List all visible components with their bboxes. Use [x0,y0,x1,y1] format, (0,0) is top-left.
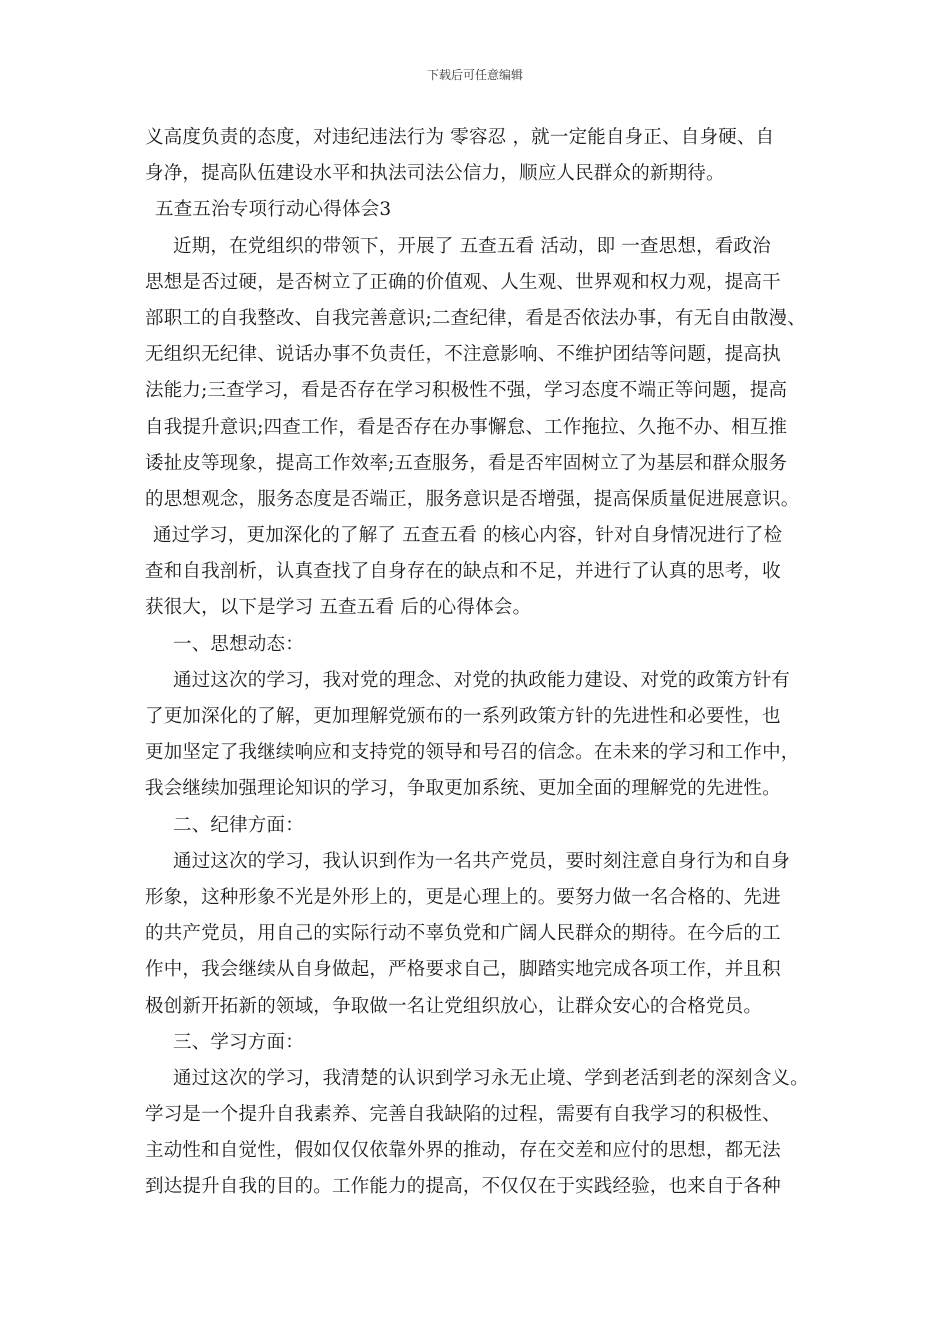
text-line: 的共产党员，用自己的实际行动不辜负党和广阔人民群众的期待。在今后的工 [145,923,781,945]
text-line: 思想是否过硬，是否树立了正确的价值观、人生观、世界观和权力观，提高干 [145,271,781,293]
text-line: 身净，提高队伍建设水平和执法司法公信力，顺应人民群众的新期待。 [145,163,725,185]
text-line: 更加坚定了我继续响应和支持党的领导和号召的信念。在未来的学习和工作中， [145,742,800,764]
text-line: 的思想观念，服务态度是否端正，服务意识是否增强，提高保质量促进展意识。 [145,488,800,510]
text-line: 查和自我剖析，认真查找了自身存在的缺点和不足，并进行了认真的思考，收 [145,561,781,583]
text-line: 部职工的自我整改、自我完善意识;二查纪律，看是否依法办事，有无自由散漫、 [145,307,806,329]
text-line: 自我提升意识;四查工作，看是否存在办事懈怠、工作拖拉、久拖不办、相互推 [145,416,788,438]
text-line: 形象，这种形象不光是外形上的，更是心理上的。要努力做一名合格的、先进 [145,886,781,908]
text-line: 极创新开拓新的领域，争取做一名让党组织放心，让群众安心的合格党员。 [145,995,763,1017]
page-header: 下载后可任意编辑 [426,68,523,82]
text-line: 一、思想动态： [173,633,304,655]
text-line: 通过学习，更加深化的了解了 五查五看 的核心内容，针对自身情况进行了检 [153,525,783,547]
text-line: 近期，在党组织的带领下，开展了 五查五看 活动，即 一查思想，看政治 [173,235,771,257]
text-line: 学习是一个提升自我素养、完善自我缺陷的过程，需要有自我学习的积极性、 [145,1104,781,1126]
document-body [145,120,810,1206]
text-line: 主动性和自觉性，假如仅仅依靠外界的推动，存在交差和应付的思想，都无法 [145,1140,781,1162]
text-line: 三、学习方面： [173,1031,304,1053]
text-line: 通过这次的学习，我认识到作为一名共产党员，要时刻注意自身行为和自身 [173,850,791,872]
text-line: 义高度负责的态度，对违纪违法行为 零容忍 ，就一定能自身正、自身硬、自 [145,127,775,148]
text-line: 二、纪律方面： [173,814,304,836]
text-line: 到达提升自我的目的。工作能力的提高，不仅仅在于实践经验，也来自于各种 [145,1176,781,1198]
text-line: 获很大，以下是学习 五查五看 后的心得体会。 [145,597,532,619]
text-line: 了更加深化的了解，更加理解党颁布的一系列政策方针的先进性和必要性，也 [145,706,781,727]
text-line: 通过这次的学习，我对党的理念、对党的执政能力建设、对党的政策方针有 [173,669,791,691]
text-line: 无组织无纪律、说话办事不负责任，不注意影响、不维护团结等问题，提高执 [145,344,781,366]
text-line: 通过这次的学习，我清楚的认识到学习永无止境、学到老活到老的深刻含义。 [173,1067,809,1089]
text-line: 作中，我会继续从自身做起，严格要求自己，脚踏实地完成各项工作，并且积 [145,959,781,981]
text-line: 法能力;三查学习，看是否存在学习积极性不强，学习态度不端正等问题，提高 [145,380,788,402]
text-line: 我会继续加强理论知识的学习，争取更加系统、更加全面的理解党的先进性。 [145,778,781,800]
text-line: 五查五治专项行动心得体会3 [155,199,392,221]
text-line: 诿扯皮等现象，提高工作效率;五查服务，看是否牢固树立了为基层和群众服务 [145,452,788,474]
